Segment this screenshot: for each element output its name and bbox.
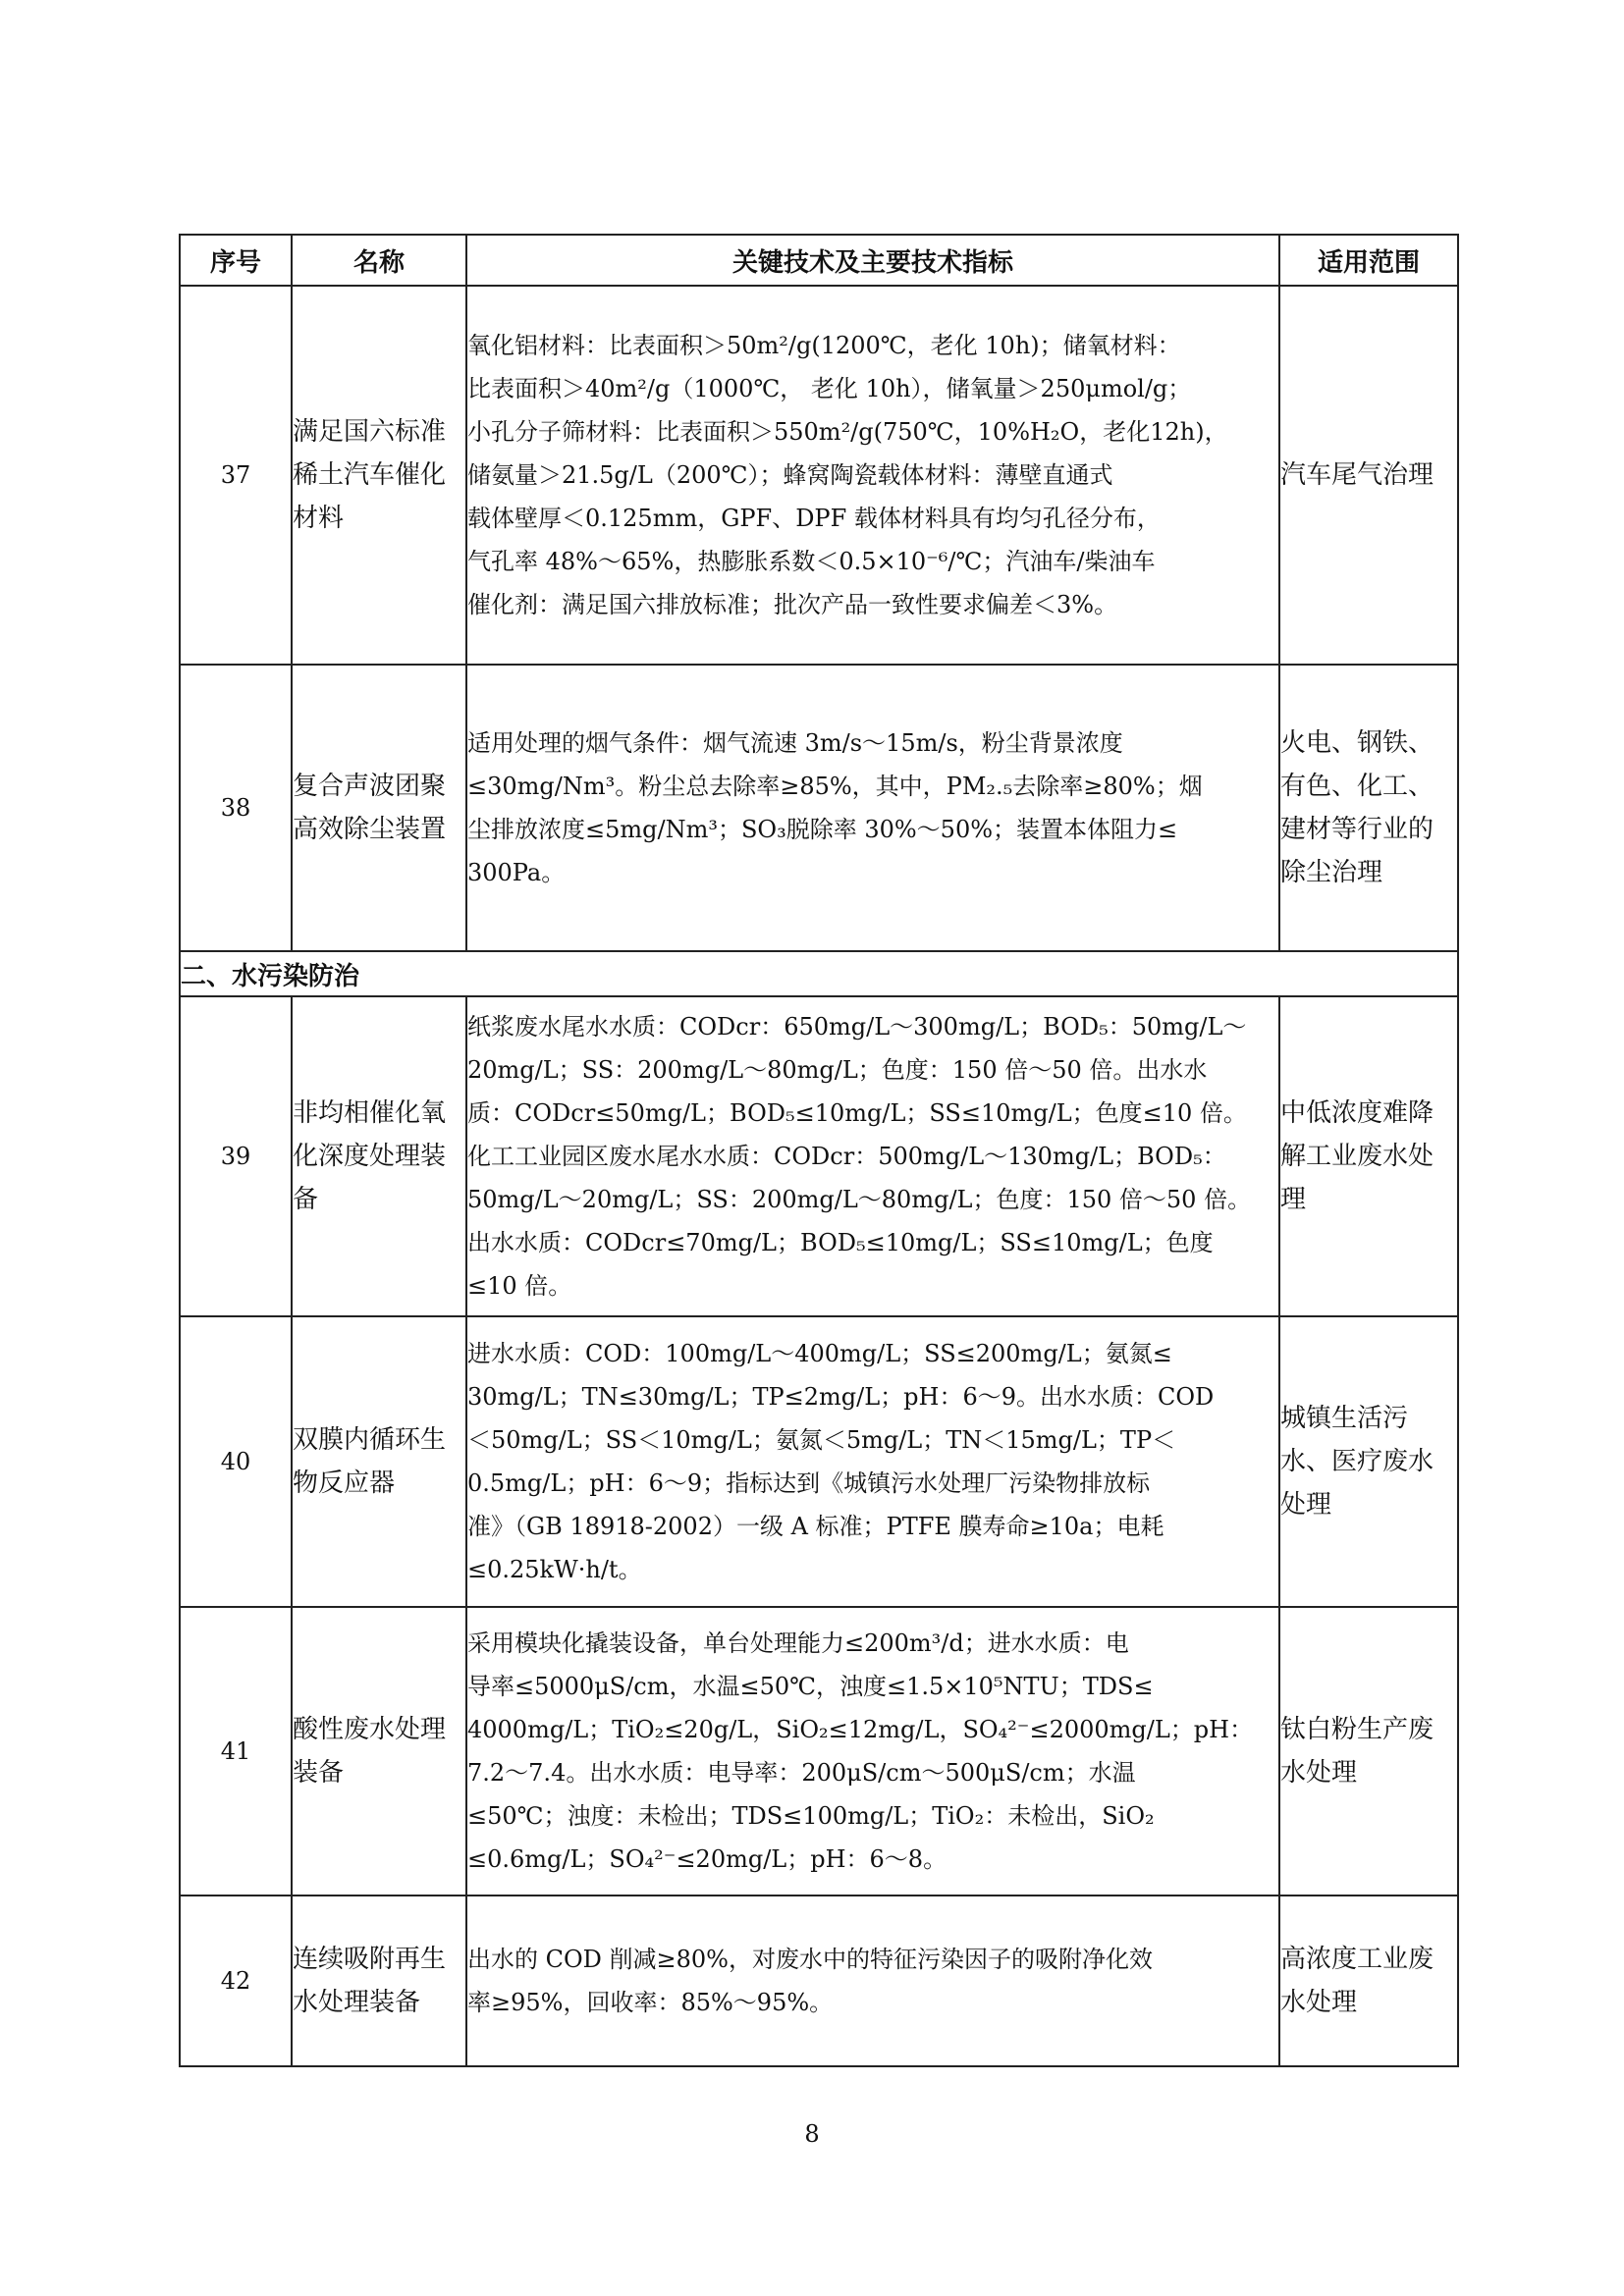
row-spec (466, 1607, 1279, 1896)
row-no: 42 (180, 1896, 292, 2066)
spec-line: 储氨量＞21.5g/L（200℃）；蜂窝陶瓷载体材料：薄壁直通式 (467, 461, 1113, 489)
spec-line: ≤0.25kW·h/t。 (467, 1556, 642, 1583)
section-title: 二、水污染防治 (180, 951, 1458, 996)
spec-line: 300Pa。 (467, 859, 566, 886)
spec-line: 出水水质：CODcr≤70mg/L；BOD₅≤10mg/L；SS≤10mg/L；色度 (467, 1229, 1214, 1256)
spec-line: ＜50mg/L；SS＜10mg/L；氨氮＜5mg/L；TN＜15mg/L；TP＜ (467, 1426, 1176, 1454)
table-row (180, 1896, 1458, 2066)
spec-line: ≤50℃；浊度：未检出；TDS≤100mg/L；TiO₂：未检出，SiO₂ (467, 1802, 1155, 1830)
page-number: 8 (804, 2120, 820, 2148)
row-scope: 中低浓度难降解工业废水处理 (1279, 996, 1458, 1316)
spec-line: 采用模块化撬装设备，单台处理能力≤200m³/d；进水水质：电 (467, 1629, 1129, 1657)
spec-line: 比表面积＞40m²/g（1000℃， 老化 10h），储氧量＞250μmol/g； (467, 375, 1192, 402)
spec-line: ≤30mg/Nm³。粉尘总去除率≥85%，其中，PM₂.₅去除率≥80%；烟 (467, 773, 1203, 800)
row-no: 37 (180, 286, 292, 665)
spec-line: 出水的 COD 削减≥80%，对废水中的特征污染因子的吸附净化效 (467, 1946, 1153, 1973)
table-row (180, 286, 1458, 665)
spec-line: 尘排放浓度≤5mg/Nm³；SO₃脱除率 30%～50%；装置本体阻力≤ (467, 816, 1178, 843)
section-row (180, 951, 1458, 996)
header-spec: 关键技术及主要技术指标 (466, 235, 1279, 286)
spec-line: ≤10 倍。 (467, 1272, 572, 1300)
header-scope: 适用范围 (1279, 235, 1458, 286)
spec-line: 催化剂：满足国六排放标准；批次产品一致性要求偏差＜3%。 (467, 591, 1118, 618)
row-name: 酸性废水处理装备 (292, 1607, 466, 1896)
spec-line: 小孔分子筛材料：比表面积＞550m²/g(750℃，10%H₂O，老化12h)， (467, 418, 1228, 446)
table-row (180, 1607, 1458, 1896)
spec-line: 准》（GB 18918-2002）一级 A 标准；PTFE 膜寿命≥10a；电耗 (467, 1513, 1164, 1540)
spec-line: 进水水质：COD：100mg/L～400mg/L；SS≤200mg/L；氨氮≤ (467, 1340, 1172, 1367)
spec-line: 化工工业园区废水尾水水质：CODcr：500mg/L～130mg/L；BOD₅： (467, 1143, 1226, 1170)
row-name: 非均相催化氧化深度处理装备 (292, 996, 466, 1316)
header-name: 名称 (292, 235, 466, 286)
row-scope: 城镇生活污水、医疗废水处理 (1279, 1316, 1458, 1607)
row-spec (466, 286, 1279, 665)
spec-line: 适用处理的烟气条件：烟气流速 3m/s～15m/s，粉尘背景浓度 (467, 729, 1123, 757)
spec-line: 载体壁厚＜0.125mm，GPF、DPF 载体材料具有均匀孔径分布， (467, 505, 1161, 532)
row-name: 复合声波团聚高效除尘装置 (292, 665, 466, 951)
row-no: 40 (180, 1316, 292, 1607)
row-name: 双膜内循环生物反应器 (292, 1316, 466, 1607)
spec-line: ≤0.6mg/L；SO₄²⁻≤20mg/L；pH：6～8。 (467, 1845, 947, 1873)
spec-line: 氧化铝材料：比表面积＞50m²/g(1200℃，老化 10h)；储氧材料： (467, 332, 1181, 359)
row-scope: 钛白粉生产废水处理 (1279, 1607, 1458, 1896)
row-no: 39 (180, 996, 292, 1316)
row-spec (466, 1316, 1279, 1607)
table-row (180, 996, 1458, 1316)
spec-line: 质：CODcr≤50mg/L；BOD₅≤10mg/L；SS≤10mg/L；色度≤10 倍。 (467, 1099, 1247, 1127)
row-scope: 高浓度工业废水处理 (1279, 1896, 1458, 2066)
spec-line: 导率≤5000μS/cm，水温≤50℃，浊度≤1.5×10⁵NTU；TDS≤ (467, 1673, 1154, 1700)
spec-line: 7.2～7.4。出水水质：电导率：200μS/cm～500μS/cm；水温 (467, 1759, 1136, 1787)
row-no: 38 (180, 665, 292, 951)
technology-table (179, 234, 1459, 2067)
spec-line: 0.5mg/L；pH：6～9；指标达到《城镇污水处理厂污染物排放标 (467, 1469, 1151, 1497)
row-spec (466, 1896, 1279, 2066)
row-name: 满足国六标准稀土汽车催化材料 (292, 286, 466, 665)
row-spec (466, 996, 1279, 1316)
row-name: 连续吸附再生水处理装备 (292, 1896, 466, 2066)
table-row (180, 1316, 1458, 1607)
row-spec (466, 665, 1279, 951)
spec-line: 20mg/L；SS：200mg/L～80mg/L；色度：150 倍～50 倍。出水水 (467, 1056, 1208, 1084)
table-row (180, 665, 1458, 951)
header-no: 序号 (180, 235, 292, 286)
spec-line: 4000mg/L；TiO₂≤20g/L，SiO₂≤12mg/L，SO₄²⁻≤2000mg/L；pH： (467, 1716, 1254, 1743)
spec-line: 气孔率 48%～65%，热膨胀系数＜0.5×10⁻⁶/℃；汽油车/柴油车 (467, 548, 1156, 575)
row-scope: 火电、钢铁、有色、化工、建材等行业的除尘治理 (1279, 665, 1458, 951)
table-header-row (180, 235, 1458, 286)
spec-line: 30mg/L；TN≤30mg/L；TP≤2mg/L；pH：6～9。出水水质：COD (467, 1383, 1215, 1411)
spec-line: 纸浆废水尾水水质：CODcr：650mg/L～300mg/L；BOD₅：50mg/L～ (467, 1013, 1247, 1041)
spec-line: 50mg/L～20mg/L；SS：200mg/L～80mg/L；色度：150 倍～50 倍。 (467, 1186, 1252, 1213)
row-scope: 汽车尾气治理 (1279, 286, 1458, 665)
row-no: 41 (180, 1607, 292, 1896)
spec-line: 率≥95%，回收率：85%～95%。 (467, 1989, 834, 2016)
